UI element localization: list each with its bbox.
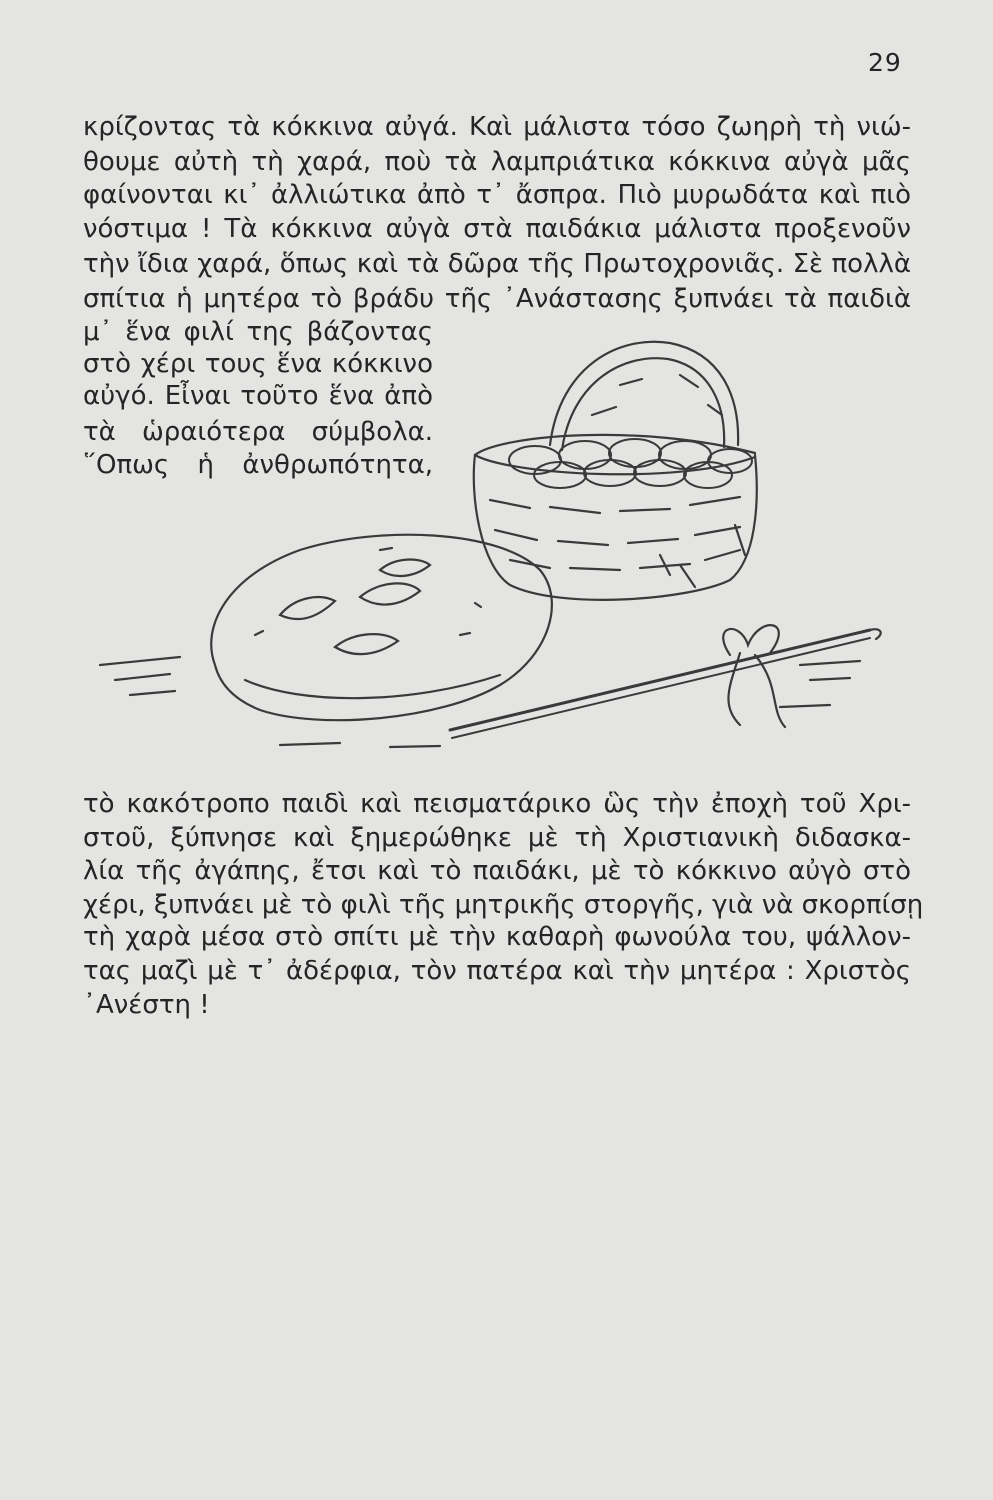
text-line: στοῦ, ξύπνησε καὶ ξημερώθηκε μὲ τὴ Χριστιανικὴ διδασκα- xyxy=(83,823,911,853)
text-line: τὴν ἴδια χαρά, ὅπως καὶ τὰ δῶρα τῆς Πρωτοχρονιᾶς. Σὲ πολλὰ xyxy=(83,249,911,279)
text-line: ᾿Ανέστη ! xyxy=(83,990,210,1020)
text-line: τὸ κακότροπο παιδὶ καὶ πεισματάρικο ὣς τὴν ἐποχὴ τοῦ Χρι- xyxy=(83,789,911,819)
text-line: λία τῆς ἀγάπης, ἔτσι καὶ τὸ παιδάκι, μὲ τὸ κόκκινο αὐγὸ στὸ xyxy=(83,856,911,886)
text-line: τὰ ὡραιότερα σύμβολα. xyxy=(83,417,433,447)
text-line: θουμε αὐτὴ τὴ χαρά, ποὺ τὰ λαμπριάτικα κόκκινα αὐγὰ μᾶς xyxy=(83,147,911,177)
text-line: τὴ χαρὰ μέσα στὸ σπίτι μὲ τὴν καθαρὴ φωνούλα του, ψάλλον- xyxy=(83,922,911,952)
text-line: ῞Οπως ἡ ἀνθρωπότητα, xyxy=(83,450,433,480)
page-number: 29 xyxy=(868,48,902,77)
text-line: χέρι, ξυπνάει μὲ τὸ φιλὶ τῆς μητρικῆς στοργῆς, γιὰ νὰ σκορπίσῃ xyxy=(83,890,924,920)
text-line: μ᾿ ἕνα φιλί της βάζοντας xyxy=(83,317,433,347)
easter-basket-illustration xyxy=(80,335,886,775)
text-line: τας μαζὶ μὲ τ᾿ ἀδέρφια, τὸν πατέρα καὶ τὴν μητέρα : Χριστὸς xyxy=(83,956,911,986)
text-line: κρίζοντας τὰ κόκκινα αὐγά. Καὶ μάλιστα τόσο ζωηρὴ τὴ νιώ- xyxy=(83,112,911,142)
text-line: νόστιμα ! Τὰ κόκκινα αὐγὰ στὰ παιδάκια μάλιστα προξενοῦν xyxy=(83,214,911,244)
text-line: αὐγό. Εἶναι τοῦτο ἕνα ἀπὸ xyxy=(83,381,433,411)
text-line: φαίνονται κι᾿ ἀλλιώτικα ἀπὸ τ᾿ ἄσπρα. Πιὸ μυρωδάτα καὶ πιὸ xyxy=(83,180,911,210)
text-line: σπίτια ἡ μητέρα τὸ βράδυ τῆς ᾿Ανάστασης ξυπνάει τὰ παιδιὰ xyxy=(83,284,911,314)
text-line: στὸ χέρι τους ἕνα κόκκινο xyxy=(83,349,433,379)
